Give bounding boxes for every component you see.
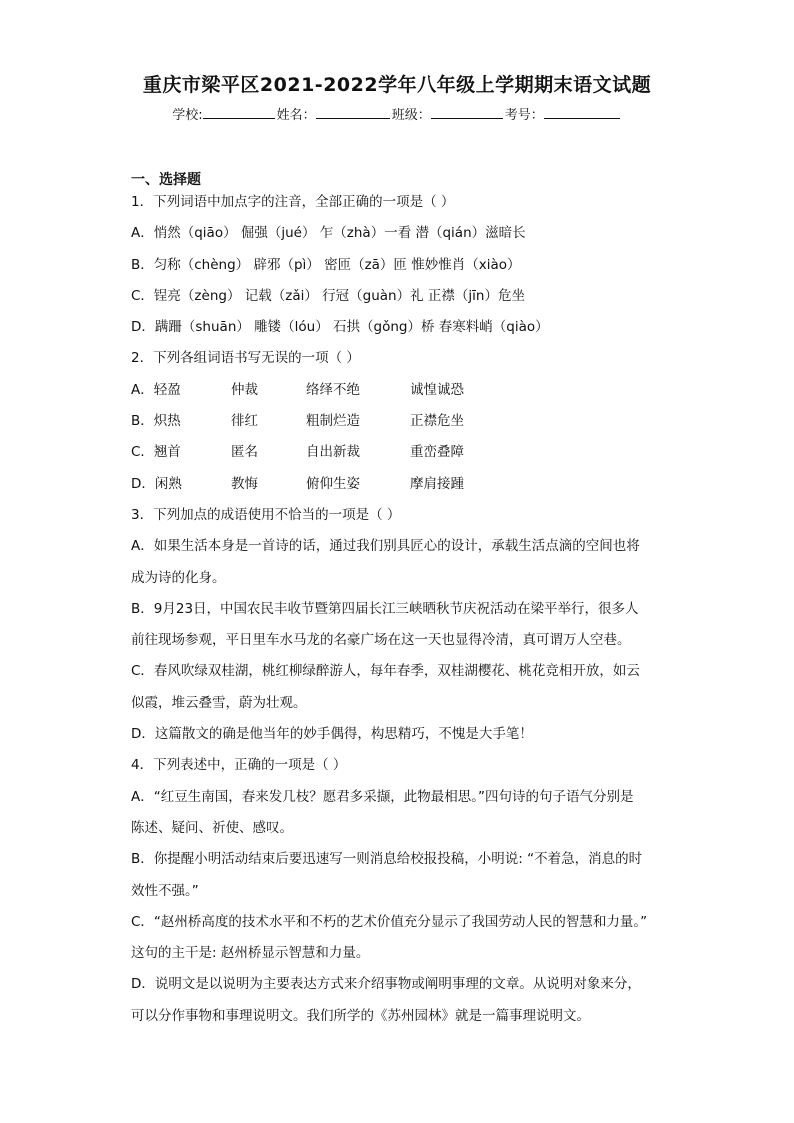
question-1-option-a: A．悄然（qiāo） 倔强（jué） 乍（zhà）一看 潜（qián）滋暗长	[131, 225, 526, 242]
option-word: 正襟危坐	[410, 413, 464, 430]
question-3-option-b-line1: B．9月23日，中国农民丰收节暨第四届长江三峡晒秋节庆祝活动在梁平举行，很多人	[131, 600, 639, 617]
option-word: D．闲熟	[131, 475, 182, 492]
page-title: 重庆市梁平区2021-2022学年八年级上学期期末语文试题	[142, 74, 652, 96]
question-4-option-d-line1: D．说明文是以说明为主要表达方式来介绍事物或阐明事理的文章。从说明对象来分，	[131, 976, 641, 993]
question-4-option-c-line2: 这句的主干是: 赵州桥显示智慧和力量。	[131, 945, 370, 962]
question-4-option-d-line2: 可以分作事物和事理说明文。我们所学的《苏州园林》就是一篇事理说明文。	[131, 1007, 590, 1024]
exam-no-blank	[544, 105, 620, 119]
option-word: 络绎不绝	[306, 381, 360, 398]
question-2-option-c	[131, 441, 663, 472]
question-4-option-a-line2: 陈述、疑问、祈使、感叹。	[131, 819, 293, 836]
option-word: C．翘首	[131, 444, 181, 461]
class-blank	[431, 105, 503, 119]
question-1-option-b: B．匀称（chèng） 辟邪（pì） 密匝（zā）匝 惟妙惟肖（xiào）	[131, 256, 521, 273]
question-1-option-d: D．蹒跚（shuān） 雕镂（lóu） 石拱（gǒng）桥 春寒料峭（qiào）	[131, 319, 549, 336]
question-4-option-b-line2: 效性不强。”	[131, 882, 199, 899]
option-word: 匿名	[231, 444, 258, 461]
option-word: 自出新裁	[306, 444, 360, 461]
question-1-stem: 1．下列词语中加点字的注音，全部正确的一项是（ ）	[131, 194, 455, 210]
question-4-stem: 4．下列表述中，正确的一项是（ ）	[131, 757, 347, 774]
question-2-stem: 2．下列各组词语书写无误的一项（ ）	[131, 350, 360, 367]
option-word: A．轻盈	[131, 381, 181, 398]
student-info-line	[0, 104, 794, 123]
option-word: 徘红	[231, 413, 258, 430]
option-word: 教悔	[231, 475, 258, 492]
section-heading: 一、选择题	[131, 172, 201, 188]
question-2-option-a	[131, 379, 663, 410]
question-3-option-b-line2: 前往现场参观，平日里车水马龙的名豪广场在这一天也显得冷清，真可谓万人空巷。	[131, 632, 631, 649]
option-word: 粗制烂造	[306, 413, 360, 430]
school-blank	[203, 105, 275, 119]
option-word: 重峦叠障	[410, 444, 464, 461]
class-label: 班级：	[391, 108, 431, 123]
option-word: 摩肩接踵	[410, 475, 464, 492]
exam-no-label: 考号：	[504, 108, 544, 123]
question-3-option-a-line1: A．如果生活本身是一首诗的话，通过我们别具匠心的设计，承载生活点滴的空间也将	[131, 538, 640, 555]
option-word: 诚惶诚恐	[410, 381, 464, 398]
option-word: 仲裁	[231, 381, 258, 398]
name-blank	[316, 105, 390, 119]
question-1-option-c: C．锃亮（zèng） 记载（zǎi） 行冠（guàn）礼 正襟（jīn）危坐	[131, 287, 525, 304]
question-3-stem: 3．下列加点的成语使用不恰当的一项是（ ）	[131, 506, 401, 523]
question-2-option-d	[131, 473, 663, 504]
question-2-option-b	[131, 410, 663, 441]
question-4-option-c-line1: C．“赵州桥高度的技术水平和不朽的艺术价值充分显示了我国劳动人民的智慧和力量。”	[131, 913, 648, 930]
question-3-option-d: D．这篇散文的确是他当年的妙手偶得，构思精巧，不愧是大手笔！	[131, 726, 533, 743]
option-word: 俯仰生姿	[306, 475, 360, 492]
school-label: 学校:	[172, 108, 203, 123]
question-3-option-c-line2: 似霞，堆云叠雪，蔚为壮观。	[131, 694, 307, 711]
questions	[131, 191, 663, 1036]
option-word: B．炽热	[131, 413, 181, 430]
question-4-option-b-line1: B．你提醒小明活动结束后要迅速写一则消息给校报投稿，小明说: “不着急，消息的时	[131, 851, 643, 868]
question-3-option-c-line1: C．春风吹绿双桂湖，桃红柳绿醉游人，每年春季，双桂湖樱花、桃花竞相开放，如云	[131, 663, 640, 680]
name-label: 姓名：	[276, 108, 316, 123]
question-3-option-a-line2: 成为诗的化身。	[131, 569, 226, 586]
question-4-option-a-line1: A．“红豆生南国，春来发几枝？愿君多采撷，此物最相思。”四句诗的句子语气分别是	[131, 788, 634, 805]
